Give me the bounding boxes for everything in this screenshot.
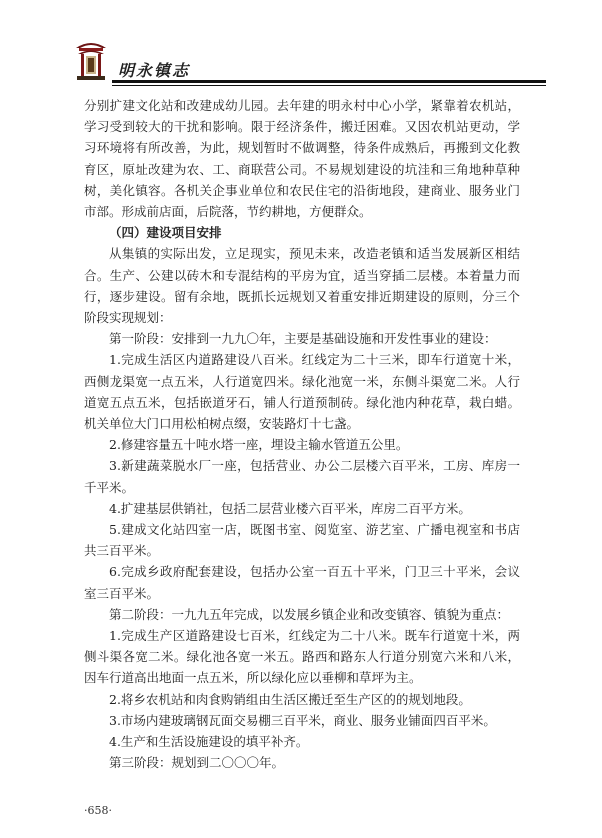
paragraph: 2.修建容量五十吨水塔一座，埋设主输水管道五公里。 [109,437,409,453]
paragraph: 第二阶段：一九九五年完成，以发展乡镇企业和改变镇容、镇貌为重点： [109,606,510,622]
paragraph: 4.生产和生活设施建设的填平补齐。 [109,734,309,750]
paragraph: 3.新建蔬菜脱水厂一座，包括营业、办公二层楼六百平米，工房、库房一千平米。 [84,458,520,495]
page-header [66,36,546,86]
paragraph: 4.扩建基层供销社，包括二层营业楼六百平米，库房二百平方米。 [109,500,471,516]
paragraph: 第三阶段：规划到二〇〇〇年。 [109,755,285,771]
page-number: ·658· [84,804,112,817]
body-text [84,95,520,774]
paragraph: 从集镇的实际出发，立足现实，预见未来，改造老镇和适当发展新区相结合。生产、公建以砖木和专混结构的平房为宜，适当穿插二层楼。本着量力而行，逐步建设。留有余地，既抓长远规划又着重安排近期建设的原则，分三个阶段实现规划： [84,246,520,326]
paragraph: 5.建成文化站四室一店，既图书室、阅览室、游艺室、广播电视室和书店共三百平米。 [84,522,520,559]
header-rule-thin [112,85,546,86]
paragraph: 3.市场内建玻璃钢瓦面交易棚三百平米，商业、服务业铺面四百平米。 [109,712,496,728]
header-rule [112,80,546,83]
pavilion-logo-icon [74,36,108,82]
paragraph: 6.完成乡政府配套建设，包括办公室一百五十平米，门卫三十平米，会议室三百平米。 [84,564,520,601]
header-title: 明永镇志 [118,61,191,80]
paragraph: 1.完成生活区内道路建设八百米。红线定为二十三米，即车行道宽十米，西侧龙渠宽一点五米，人行道宽四米。绿化池宽一米，东侧斗渠宽二米。人行道宽五点五米，包括嵌道牙石，铺人行道预制砖。绿化池内种花草，栽白蜡。机关单位大门口用松柏树点缀，安装路灯十七盏。 [84,352,520,432]
paragraph: 1.完成生产区道路建设七百米，红线定为二十八米。既车行道宽十米，两侧斗渠各宽二米。绿化池各宽一米五。路西和路东人行道分别宽六米和八米，因车行道高出地面一点五米，所以绿化应以垂柳和草坪为主。 [84,628,520,686]
paragraph: 第一阶段：安排到一九九〇年，主要是基础设施和开发性事业的建设： [109,331,497,347]
paragraph: 分别扩建文化站和改建成幼儿园。去年建的明永村中心小学，紧靠着农机站，学习受到较大的干扰和影响。限于经济条件，搬迁困难。又因农机站更动，学习环境将有所改善，为此，规划暂时不做调整，待条件成熟后，再搬到文化教育区，原址改建为农、工、商联营公司。不易规划建设的坑洼和三角地种草种树，美化镇容。各机关企事业单位和农民住宅的沿街地段，建商业、服务业门市部。形成前店面，后院落，节约耕地，方便群众。 [84,98,520,220]
paragraph: 2.将乡农机站和肉食购销组由生活区搬迁至生产区的的规划地段。 [109,691,471,707]
section-heading: （四）建设项目安排 [109,225,222,241]
